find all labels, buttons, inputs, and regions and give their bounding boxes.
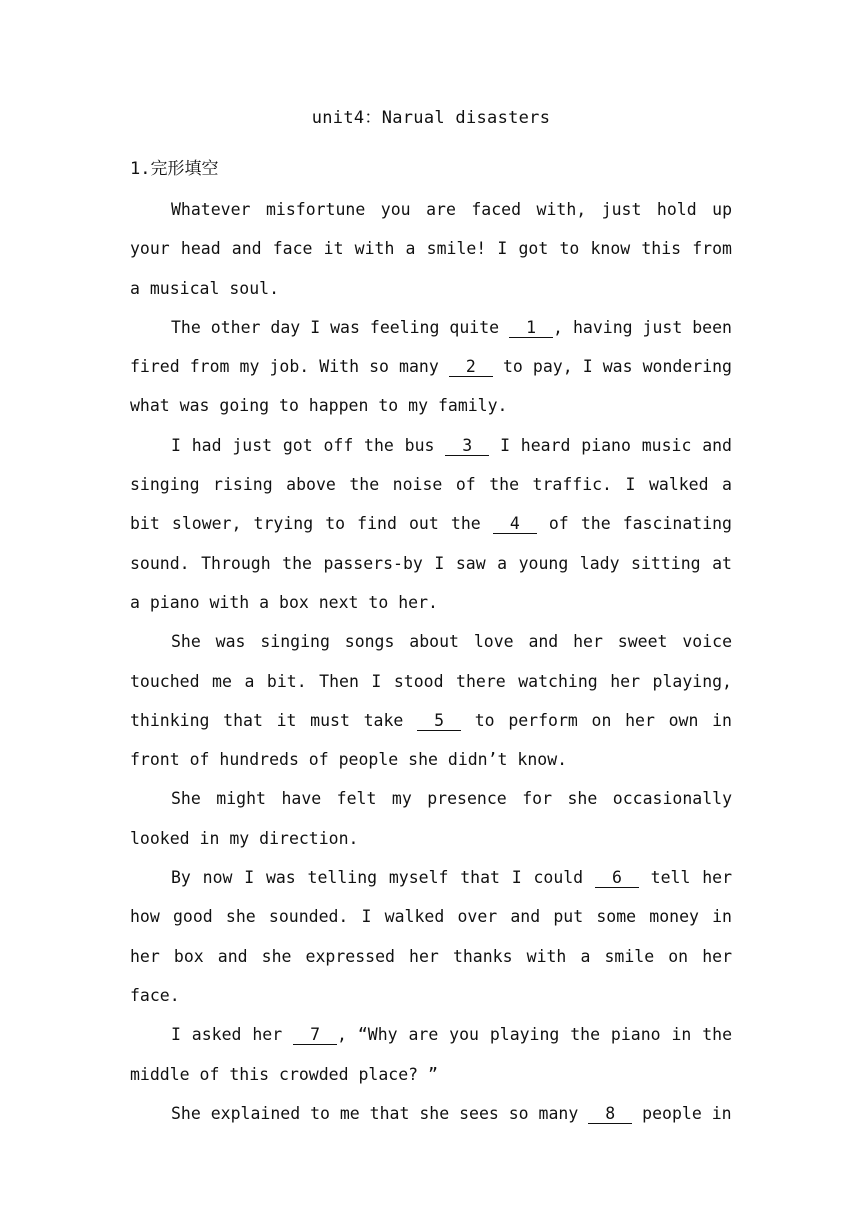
paragraph-text: to perform on her own in front of hundreds of people she didn’t know. <box>130 710 732 770</box>
paragraph-text: Whatever misfortune you are faced with, just hold up your head and face it with a smile! I got to know this from a musical soul. <box>130 200 732 298</box>
blank-number: 2 <box>449 358 493 377</box>
paragraph <box>130 779 732 858</box>
paragraph-text: She was singing songs about love and her sweet voice touched me a bit. Then I stood there watching her playing, thinking that it must take <box>130 632 732 730</box>
paragraph <box>130 858 732 1015</box>
paragraph-text: I had just got off the bus <box>171 435 446 455</box>
blank-number: 5 <box>417 712 461 731</box>
paragraph-text: , “Why are you playing the piano in the middle of this crowded place? ” <box>130 1025 733 1084</box>
blank-number: 8 <box>588 1105 632 1124</box>
paragraph <box>130 622 732 779</box>
paragraph-text: I heard piano music and singing rising above the noise of the traffic. I walked a bit slower, trying to find out the <box>130 435 732 534</box>
document-title: unit4：Narual disasters <box>311 108 551 128</box>
paragraph-text: I asked her <box>171 1025 294 1045</box>
section-heading: 1.完形填空 <box>130 159 219 179</box>
paragraph-text: people in <box>632 1103 732 1123</box>
blank-number: 7 <box>293 1026 337 1045</box>
paragraph <box>130 426 732 622</box>
paragraph-text: The other day I was feeling quite <box>171 317 510 337</box>
paragraph-text: to pay, I was wondering what was going to happen to my family. <box>130 357 732 416</box>
cloze-passage <box>130 190 732 1133</box>
paragraph-text: , having just been fired from my job. With so many <box>130 317 732 377</box>
blank-number: 6 <box>595 869 639 888</box>
paragraph-text: By now I was telling myself that I could <box>171 868 595 888</box>
blank-number: 1 <box>509 319 553 338</box>
blank-number: 3 <box>445 437 489 456</box>
paragraph-text: She might have felt my presence for she occasionally looked in my direction. <box>130 789 732 848</box>
paragraph <box>130 1094 732 1133</box>
paragraph <box>130 1015 732 1094</box>
paragraph-text: She explained to me that she sees so many <box>171 1103 589 1123</box>
paragraph <box>130 308 732 426</box>
blank-number: 4 <box>493 515 537 534</box>
paragraph <box>130 190 732 308</box>
paragraph-text: tell her how good she sounded. I walked over and put some money in her box and she expressed her thanks with a smile on her face. <box>130 868 733 1005</box>
paragraph-text: of the fascinating sound. Through the passers-by I saw a young lady sitting at a piano with a box next to her. <box>130 514 732 612</box>
